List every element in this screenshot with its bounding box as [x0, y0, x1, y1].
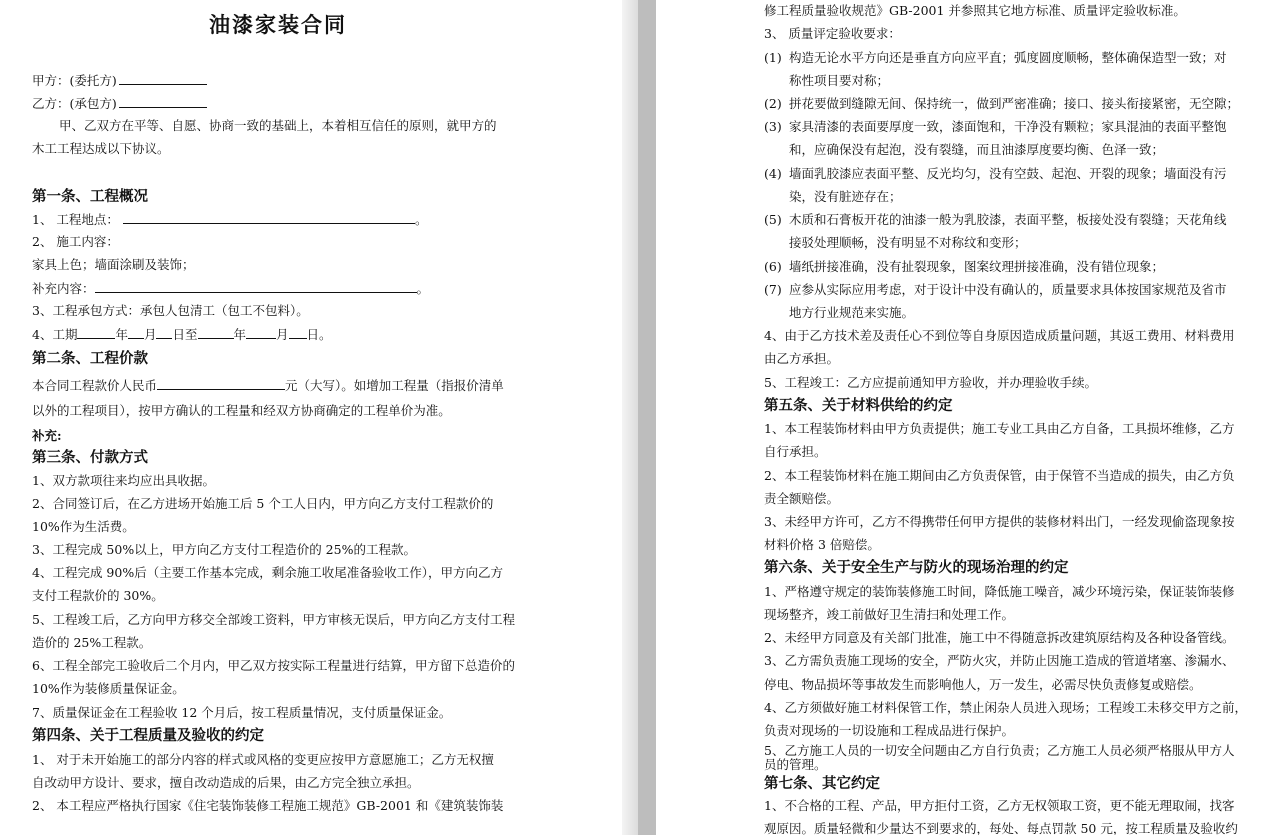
payment-item-6-cont: 10%作为装修质量保证金。: [32, 681, 185, 696]
quality-item-1-cont: 自改动甲方设计、要求，擅自改动造成的后果，由乙方完全独立承担。: [32, 775, 420, 790]
intro-line-1: [32, 118, 497, 134]
work-content-line: 2、 施工内容：: [32, 234, 119, 249]
quality-item-1: 1、 对于未开始施工的部分内容的样式或风格的变更应按甲方意愿施工；乙方无权擅: [32, 752, 494, 767]
article-6-heading: 第六条、关于安全生产与防火的现场治理的约定: [764, 559, 1069, 576]
payment-item-4-cont: 支付工程款价的 30%。: [32, 588, 164, 603]
article-5-heading: 第五条、关于材料供给的约定: [764, 397, 953, 414]
month-label: 月: [143, 327, 157, 342]
year-label: 年: [115, 327, 128, 342]
material-item-3-cont: 材料价格 3 倍赔偿。: [764, 537, 880, 552]
payment-item-3: 3、工程完成 50%以上，甲方向乙方支付工程造价的 25%的工程款。: [32, 542, 416, 557]
supplement-content-label: 补充内容：: [32, 281, 95, 296]
party-a-label: 甲方：(委托方): [32, 73, 117, 88]
material-item-2-cont: 责全额赔偿。: [764, 491, 840, 506]
price-line-2: 以外的工程项目），按甲方确认的工程量和经双方协商确定的工程单价为准。: [32, 403, 451, 418]
quality-item-4-cont: 由乙方承担。: [764, 351, 840, 366]
requirement-6-number: (6): [764, 259, 782, 274]
day-to-label: 日至: [172, 327, 198, 342]
period-mark: 。: [414, 212, 428, 227]
requirement-1-number: (1): [764, 50, 782, 65]
end-month-blank[interactable]: [246, 326, 276, 339]
requirement-6-text: 墙纸拼接准确，没有扯裂现象，图案纹理拼接准确，没有错位现象；: [789, 259, 1165, 274]
supplement-label: 补充:: [32, 428, 62, 443]
safety-item-3-cont: 停电、物品损坏等事故发生而影响他人，万一发生，必需尽快负责修复或赔偿。: [764, 677, 1202, 692]
safety-item-1: 1、严格遵守规定的装饰装修施工时间，降低施工噪音，减少环境污染，保证装饰装修: [764, 584, 1235, 599]
payment-item-2: 2、合同签订后，在乙方进场开始施工后 5 个工人日内，甲方向乙方支付工程款价的: [32, 496, 494, 511]
material-item-1: 1、本工程装饰材料由甲方负责提供；施工专业工具由乙方自备，工具损坏维修，乙方: [764, 421, 1235, 436]
safety-item-5: 5、乙方施工人员的一切安全问题由乙方自行负责；乙方施工人员必须严格服从甲方人: [764, 743, 1235, 758]
requirement-4-text: 墙面乳胶漆应表面平整、反光均匀，没有空鼓、起泡、开裂的现象；墙面没有污: [789, 166, 1227, 181]
requirement-2-text: 拼花要做到缝隙无间、保持统一，做到严密准确；接口、接头衔接紧密，无空隙；: [789, 96, 1240, 111]
article-3-heading: 第三条、付款方式: [32, 449, 148, 466]
document-title: 油漆家装合同: [209, 12, 347, 37]
work-location-blank[interactable]: [123, 211, 415, 224]
page-gutter: [638, 0, 656, 835]
requirement-1-cont: 称性项目要对称；: [789, 73, 890, 88]
article-4-heading: 第四条、关于工程质量及验收的约定: [32, 727, 264, 744]
party-b-label: 乙方：(承包方): [32, 96, 117, 111]
quality-item-2: 2、 本工程应严格执行国家《住宅装饰装修工程施工规范》GB-2001 和《建筑装饰装: [32, 798, 504, 813]
contract-mode-line: 3、工程承包方式：承包人包清工（包工不包料）。: [32, 303, 309, 318]
requirement-1-text: 构造无论水平方向还是垂直方向应平直；弧度圆度顺畅，整体确保造型一致；对: [789, 50, 1227, 65]
safety-item-3: 3、乙方需负责施工现场的安全，严防火灾，并防止因施工造成的管道堵塞、渗漏水、: [764, 653, 1235, 668]
period-mark: 。: [416, 281, 430, 296]
requirement-7-number: (7): [764, 282, 782, 297]
party-b-line: [32, 95, 207, 112]
requirement-3-cont: 和，应确保没有起泡，没有裂缝，而且油漆厚度要均衡、色泽一致；: [789, 142, 1165, 157]
price-line-1: [32, 377, 504, 394]
year-label: 年: [233, 327, 247, 342]
requirement-5-number: (5): [764, 212, 782, 227]
supplement-content-line: [32, 280, 429, 297]
start-year-blank[interactable]: [77, 326, 115, 339]
party-a-line: [32, 72, 207, 89]
start-day-blank[interactable]: [156, 326, 172, 339]
work-location-label: 1、 工程地点：: [32, 212, 119, 227]
article-1-heading: 第一条、工程概况: [32, 188, 148, 205]
requirement-3-number: (3): [764, 119, 782, 134]
requirement-5-cont: 接驳处理顺畅，没有明显不对称纹和变形；: [789, 235, 1027, 250]
requirement-4-cont: 染，没有脏迹存在；: [789, 189, 902, 204]
party-b-blank[interactable]: [119, 95, 207, 108]
requirement-2-number: (2): [764, 96, 782, 111]
other-item-1-cont: 观原因。质量轻微和少量达不到要求的，每处、每点罚款 50 元，按工程质量及验收约: [764, 821, 1238, 835]
article-7-heading: 第七条、其它约定: [764, 775, 880, 792]
day-label: 日。: [306, 327, 332, 342]
payment-item-2-cont: 10%作为生活费。: [32, 519, 135, 534]
safety-item-5-cont: 员的管理。: [764, 757, 827, 772]
end-day-blank[interactable]: [289, 326, 307, 339]
document-page-right: [656, 0, 1276, 835]
requirement-3-text: 家具清漆的表面要厚度一致，漆面饱和，干净没有颗粒；家具混油的表面平整饱: [789, 119, 1227, 134]
acceptance-requirements-heading: 3、 质量评定验收要求：: [764, 26, 901, 41]
payment-item-7: 7、质量保证金在工程验收 12 个月后，按工程质量情况，支付质量保证金。: [32, 705, 452, 720]
work-period-line: [32, 326, 332, 343]
article-2-heading: 第二条、工程价款: [32, 350, 148, 367]
month-label: 月: [276, 327, 289, 342]
quality-item-4: 4、由于乙方技术差及责任心不到位等自身原因造成质量问题，其返工费用、材料费用: [764, 328, 1235, 343]
other-item-1: 1、不合格的工程、产品，甲方拒付工资，乙方无权领取工资，更不能无理取闹，找客: [764, 798, 1235, 813]
requirement-7-text: 应参从实际应用考虑，对于设计中没有确认的，质量要求具体按国家规范及省市: [789, 282, 1227, 297]
start-month-blank[interactable]: [128, 326, 144, 339]
standards-continuation: 修工程质量验收规范》GB-2001 并参照其它地方标准、质量评定验收标准。: [764, 3, 1186, 18]
safety-item-1-cont: 现场整齐，竣工前做好卫生清扫和处理工作。: [764, 607, 1015, 622]
page-gutter-shade: [622, 0, 638, 835]
price-suffix: 元（大写）。如增加工程量（指报价清单: [285, 378, 504, 393]
intro-text-1: 甲、乙双方在平等、自愿、协商一致的基础上，本着相互信任的原则，就甲方的: [59, 118, 497, 133]
safety-item-4: 4、乙方须做好施工材料保管工作，禁止闲杂人员进入现场；工程竣工未移交甲方之前，: [764, 700, 1247, 715]
price-label: 本合同工程款价人民币: [32, 378, 158, 393]
payment-item-5-cont: 造价的 25%工程款。: [32, 635, 152, 650]
payment-item-4: 4、工程完成 90%后（主要工作基本完成，剩余施工收尾准备验收工作），甲方向乙方: [32, 565, 503, 580]
work-content-detail: 家具上色；墙面涂刷及装饰；: [32, 257, 195, 272]
work-location-line: [32, 211, 427, 228]
document-page-left: [0, 0, 622, 835]
safety-item-2: 2、未经甲方同意及有关部门批准，施工中不得随意拆改建筑原结构及各种设备管线。: [764, 630, 1235, 645]
quality-item-5: 5、工程竣工：乙方应提前通知甲方验收，并办理验收手续。: [764, 375, 1097, 390]
payment-item-6: 6、工程全部完工验收后二个月内，甲乙双方按实际工程量进行结算，甲方留下总造价的: [32, 658, 515, 673]
period-label: 4、工期: [32, 327, 78, 342]
safety-item-4-cont: 负责对现场的一切设施和工程成品进行保护。: [764, 723, 1015, 738]
supplement-content-blank[interactable]: [95, 280, 417, 293]
party-a-blank[interactable]: [119, 72, 207, 85]
payment-item-5: 5、工程竣工后，乙方向甲方移交全部竣工资料，甲方审核无误后，甲方向乙方支付工程: [32, 612, 515, 627]
requirement-7-cont: 地方行业规范来实施。: [789, 305, 915, 320]
material-item-2: 2、本工程装饰材料在施工期间由乙方负责保管，由于保管不当造成的损失，由乙方负: [764, 468, 1235, 483]
requirement-4-number: (4): [764, 166, 782, 181]
payment-item-1: 1、双方款项往来均应出具收据。: [32, 473, 215, 488]
material-item-1-cont: 自行承担。: [764, 444, 827, 459]
material-item-3: 3、未经甲方许可，乙方不得携带任何甲方提供的装修材料出门，一经发现偷盗现象按: [764, 514, 1235, 529]
intro-line-2: 木工工程达成以下协议。: [32, 141, 170, 156]
end-year-blank[interactable]: [198, 326, 234, 339]
requirement-5-text: 木质和石膏板开花的油漆一般为乳胶漆，表面平整，板接处没有裂缝；天花角线: [789, 212, 1227, 227]
price-blank[interactable]: [157, 377, 285, 390]
